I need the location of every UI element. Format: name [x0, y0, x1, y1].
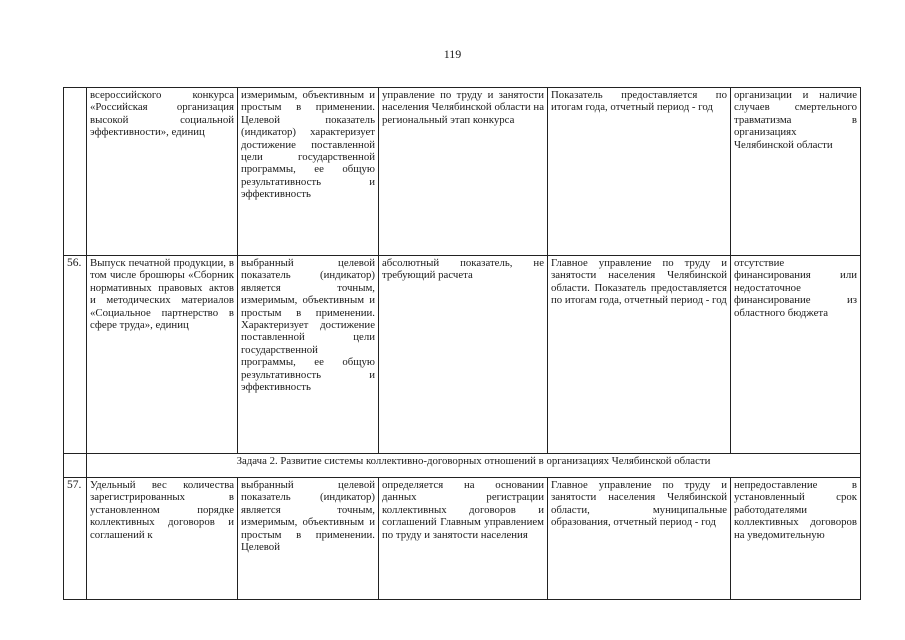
task-heading: Задача 2. Развитие системы коллективно-договорных отношений в организациях Челябинской области [87, 454, 861, 478]
table-row [64, 88, 861, 256]
indicator-justification-cell: выбранный целевой показатель (индикатор) является точным, измеримым, объективным и простым в применении. Целевой [238, 478, 379, 600]
risk-factors-cell: организации и наличие случаев смертельного травматизма в организациях Челябинской области [731, 88, 861, 256]
row-number: 56. [64, 256, 87, 454]
indicators-table [63, 87, 861, 600]
risk-factors-cell: отсутствие финансирования или недостаточное финансирование из областного бюджета [731, 256, 861, 454]
task-heading-row [64, 454, 861, 478]
data-source-cell: Главное управление по труду и занятости населения Челябинской области. Показатель предоставляется по итогам года, отчетный период - год [548, 256, 731, 454]
table-row [64, 256, 861, 454]
data-source-cell: Показатель предоставляется по итогам года, отчетный период - год [548, 88, 731, 256]
data-source-cell: Главное управление по труду и занятости населения Челябинской области, муниципальные образования, отчетный период - год [548, 478, 731, 600]
page-number: 119 [443, 47, 462, 61]
indicator-name-cell: Выпуск печатной продукции, в том числе брошюры «Сборник нормативных правовых актов и методических материалов «Социальное партнерство в сфере труда», единиц [87, 256, 238, 454]
table-row [64, 478, 861, 600]
indicator-name-cell: Удельный вес количества зарегистрированных в установленном порядке коллективных договоров и соглашений к [87, 478, 238, 600]
row-number [64, 88, 87, 256]
calculation-method-cell: определяется на основании данных регистрации коллективных договоров и соглашений Главным управлением по труду и занятости населения [379, 478, 548, 600]
task-heading-spacer [64, 454, 87, 478]
calculation-method-cell: управление по труду и занятости населения Челябинской области на региональный этап конкурса [379, 88, 548, 256]
indicator-justification-cell: измеримым, объективным и простым в применении. Целевой показатель (индикатор) характеризует достижение поставленной цели государственной программы, ее общую результативность и эффективность [238, 88, 379, 256]
row-number: 57. [64, 478, 87, 600]
indicator-name-cell: всероссийского конкурса «Российская организация высокой социальной эффективности», единиц [87, 88, 238, 256]
risk-factors-cell: непредоставление в установленный срок работодателями коллективных договоров на уведомительную [731, 478, 861, 600]
indicator-justification-cell: выбранный целевой показатель (индикатор) является точным, измеримым, объективным и простым в применении. Характеризует достижение поставленной цели государственной программы, ее общую результативность и эффективность [238, 256, 379, 454]
calculation-method-cell: абсолютный показатель, не требующий расчета [379, 256, 548, 454]
